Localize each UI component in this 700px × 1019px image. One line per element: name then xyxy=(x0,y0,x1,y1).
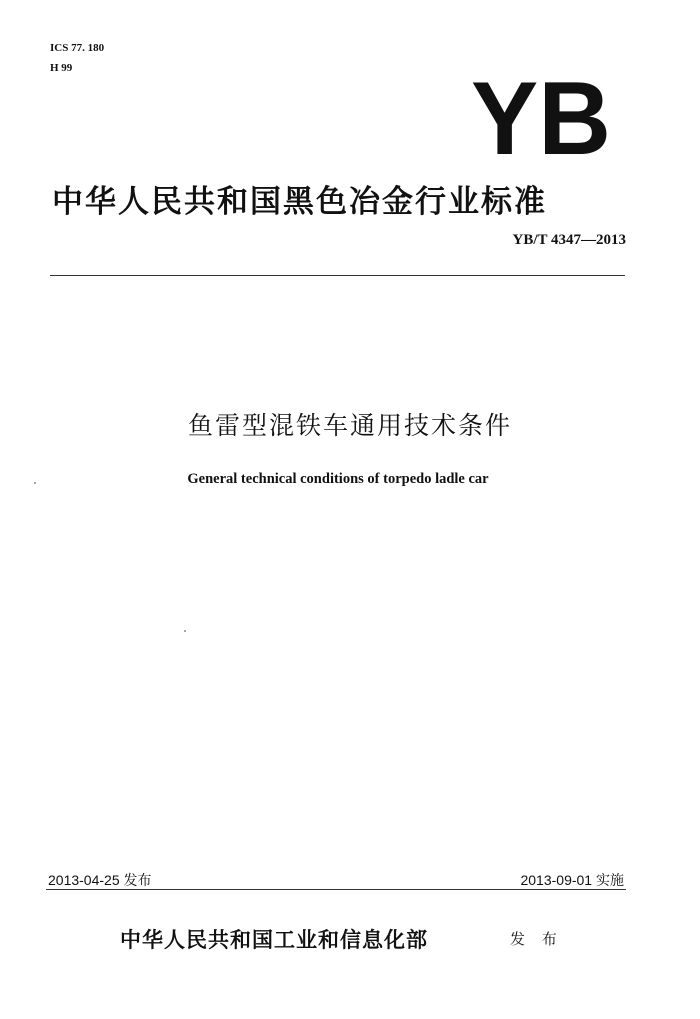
industry-standard-title: 中华人民共和国黑色冶金行业标准 xyxy=(52,184,547,220)
issue-date: 2013-04-25 发布 xyxy=(48,872,152,888)
classification-code: H 99 xyxy=(50,62,73,74)
scan-speck xyxy=(184,630,186,632)
header-divider xyxy=(50,275,625,276)
document-title-english: General technical conditions of torpedo ladle car xyxy=(187,471,489,487)
implementation-date: 2013-09-01 实施 xyxy=(520,872,624,888)
issuing-authority: 中华人民共和国工业和信息化部 xyxy=(120,927,428,952)
scan-speck xyxy=(34,482,36,484)
standard-number: YB/T 4347—2013 xyxy=(512,232,626,248)
ics-code: ICS 77. 180 xyxy=(50,42,105,54)
issue-label: 发 布 xyxy=(510,930,563,948)
yb-logo xyxy=(470,72,612,160)
footer-divider xyxy=(46,889,626,890)
document-title-chinese: 鱼雷型混铁车通用技术条件 xyxy=(187,411,512,440)
svg-text:YB: YB xyxy=(471,72,611,160)
